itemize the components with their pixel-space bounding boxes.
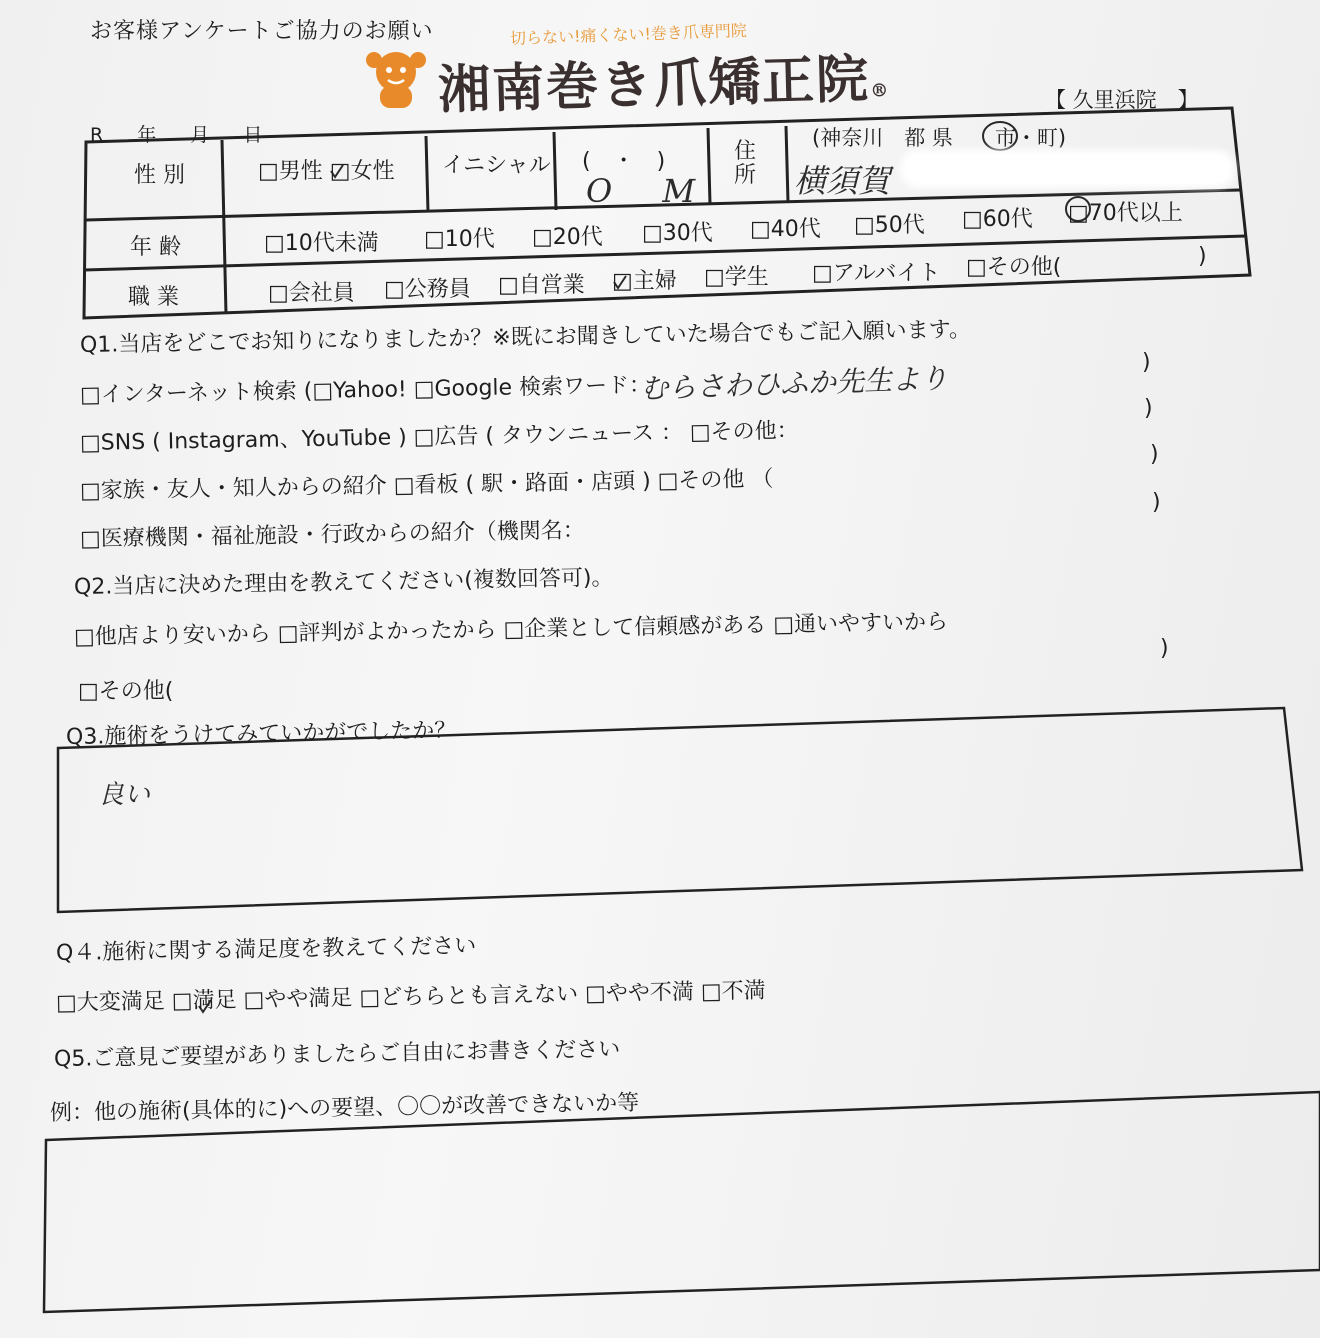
q2-options[interactable]: □他店より安いから □評判がよかったから □企業として信頼感がある □通いやすいから [73, 609, 949, 650]
occupation-label: 職 業 [128, 285, 179, 310]
age-option-40s[interactable]: □40代 [750, 217, 821, 242]
q1-line-medical[interactable]: □医療機関・福祉施設・行政からの紹介（機関名： [79, 518, 585, 552]
q1-line-sns[interactable]: □SNS ( Instagram、YouTube ) □広告 ( タウンニュース ： □その他： [79, 418, 799, 456]
occupation-option-housewife[interactable]: □主婦 [612, 269, 677, 294]
occupation-option-company[interactable]: □会社員 [268, 281, 355, 306]
initial-bracket: ( ・ ) [582, 149, 666, 174]
registered-mark: ® [870, 80, 891, 102]
address-city-value[interactable]: 横須賀 [794, 162, 891, 200]
clinic-tagline: 切らない!痛くない!巻き爪専門院 [509, 20, 748, 49]
q5-example: 例：他の施術(具体的に)への要望、〇〇が改善できないか等 [49, 1090, 640, 1126]
age-option-70s-plus[interactable]: □70代以上 [1068, 201, 1183, 226]
occupation-option-student[interactable]: □学生 [704, 265, 769, 290]
branch-label: 【 久里浜院 】 [1045, 88, 1199, 112]
q1-close-paren-1: ) [1142, 350, 1151, 375]
q3-question: Q3.施術をうけてみていかがでしたか？ [65, 718, 457, 750]
address-prefecture-header: (神奈川 都 県 市・町) [812, 126, 1067, 150]
age-option-50s[interactable]: □50代 [854, 213, 925, 238]
q2-close-paren: ) [1160, 636, 1169, 661]
q1-close-paren-2: ) [1144, 396, 1153, 421]
occupation-other-close: ) [1198, 244, 1207, 269]
q2-question: Q2.当店に決めた理由を教えてください(複数回答可)。 [73, 565, 614, 600]
address-label: 住 所 [734, 139, 757, 188]
initial-value[interactable]: O M [586, 172, 716, 210]
clinic-name-text: 湘南巻き爪矯正院 [437, 48, 871, 121]
address-redaction [900, 150, 1235, 188]
survey-request-title: お客様アンケートご協力のお願い [90, 19, 434, 44]
q4-options[interactable]: □大変満足 □満足 □やや満足 □どちらとも言えない □やや不満 □不満 [55, 978, 766, 1016]
q1-line-referral[interactable]: □家族・友人・知人からの紹介 □看板 ( 駅・路面・店頭 ) □その他 （ [79, 466, 774, 504]
q1-question: Q1.当店をどこでお知りになりましたか？※既にお聞きしていた場合でもご記入願います。 [79, 317, 972, 358]
gender-options[interactable]: □男性 □女性 [258, 159, 395, 184]
age-option-60s[interactable]: □60代 [962, 207, 1033, 232]
q1-close-paren-3: ) [1150, 442, 1159, 467]
age-option-under10[interactable]: □10代未満 [264, 231, 379, 256]
occupation-option-other[interactable]: □その他( [966, 255, 1062, 280]
q1-line-internet[interactable]: □インターネット検索 (□Yahoo! □Google 検索ワード： [79, 373, 652, 408]
q1-search-word-answer[interactable]: むらさわひふか先生より [639, 361, 949, 406]
q2-other[interactable]: □その他( [78, 679, 174, 704]
age-option-20s[interactable]: □20代 [532, 225, 603, 250]
date-labels: R 年 月 日 [90, 124, 265, 146]
q3-answer[interactable]: 良い [98, 780, 151, 810]
initial-label: イニシャル [442, 153, 551, 178]
q1-close-paren-4: ) [1152, 490, 1161, 515]
gender-label: 性 別 [134, 163, 185, 188]
occupation-option-civil[interactable]: □公務員 [384, 277, 471, 302]
age-option-30s[interactable]: □30代 [642, 221, 713, 246]
age-option-10s[interactable]: □10代 [424, 227, 495, 252]
occupation-option-parttime[interactable]: □アルバイト [812, 261, 941, 286]
q5-answer-area[interactable] [50, 1146, 1310, 1296]
q4-question: Q４.施術に関する満足度を教えてください [55, 933, 477, 966]
occupation-option-self[interactable]: □自営業 [498, 273, 585, 298]
q5-question: Q5.ご意見ご要望がありましたらご自由にお書きください [53, 1037, 621, 1072]
age-label: 年 齢 [130, 235, 181, 260]
